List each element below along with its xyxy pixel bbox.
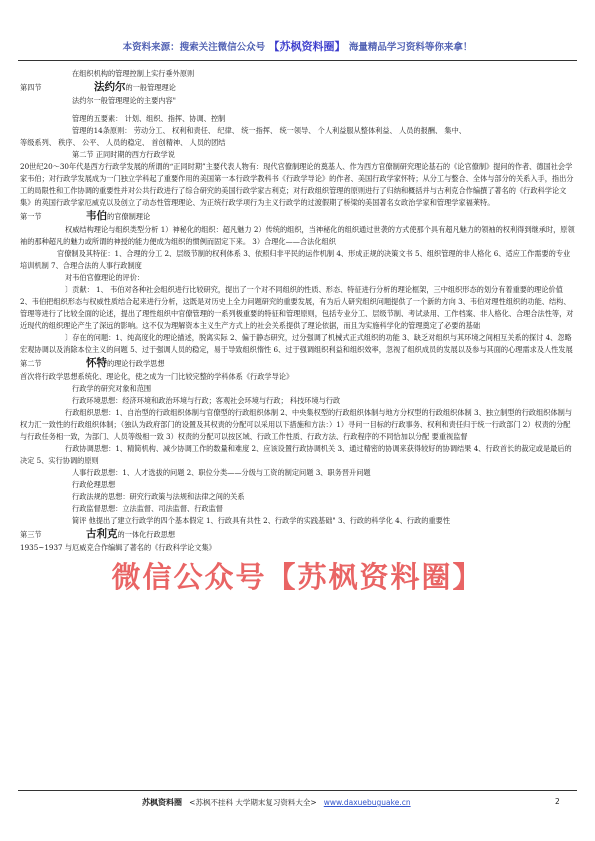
paragraph: 20世纪20～30年代是西方行政学发展的所谓的“正同时期”主要代表人物有：现代官僚制理论的奠基人、作为西方官僚制研究理论基石的《论官僚制》提问的作者、德国社会学家韦伯；对行政学发展成为一门独立学科起了重要作用的美国第一本行政学教科书《行政学导论》的作者、美国行政学家怀特；从分工与整合、全体与部分的关系入手，指出分工的局限性和工作协调的重要性并对公共行政进行了综合研究的美国行政学家古利克；对行政组织管理的原则进行了归纳和概括并与古利克合作编撰了著名的《行政科学论文集》的英国行政学家厄威克以及创立了动态性管理理论、为正统行政学项行为主义行政学的过渡假期了桥梁的美国著名女政治学家和管理学家福莱特。	[20, 162, 574, 207]
text-line: 行政环境思想：经济环境和政治环境与行政；客观社会环境与行政； 科技环境与行政	[72, 396, 341, 405]
text-line: 法约尔一般管理理论的主要内容"	[72, 96, 176, 105]
text-line: 管理的五要素： 计划、组织、指挥、协调、控制	[72, 114, 226, 123]
text-line: 行政监督思想：立法监督、司法监督、行政监督	[72, 504, 223, 513]
text-line: 管理的14条原则： 劳动分工、 权利和责任、 纪律、 统一指挥、 统一领导、 个人利益服从整体利益、 人员的报酬、 集中、	[72, 126, 466, 135]
footer-brand: 苏枫资料圈	[142, 798, 182, 807]
header-divider	[18, 60, 577, 61]
text-line: 行政伦理思想	[72, 480, 116, 489]
text-line: 简评 他提出了建立行政学的四个基本假定 1、行政具有共性 2、行政学的实践基础" 3、行政的科学化 4、行政的重要性	[72, 516, 451, 525]
text-line: 等级系列、 秩序、 公平、 人员的稳定、 首创精神、 人员的团结	[20, 138, 226, 147]
paragraph: 官僚制及其特征：1、合理的分工 2、层级节制的权利体系 3、依照归非平民的运作机制 4、形成正规的决策文书 5、组织管理的非人格化 6、适应工作需要的专业培训机制 7、合理合法的人事行政制度	[20, 249, 571, 270]
footer-text	[142, 797, 411, 808]
text-line: 行政法规的思想：研究行政策与法规和法律之间的关系	[72, 492, 245, 501]
banner-prefix: 本资料来源：搜索关注微信公众号	[122, 42, 266, 53]
document-body	[20, 68, 576, 554]
page-number: 2	[555, 797, 560, 806]
section-person: 怀特	[86, 357, 107, 369]
paragraph: 〕贡献： 1、 韦伯对各种社会组织进行比较研究，提出了一个对不同组织的性质、形态、特征进行分析的理论框架，三中组织形态的划分有着重要的理论价值 2、韦伯把组织形态与权威性质结合起来进行分析，这既是对历史上全力问题研究的重要发展，有为后人研究组织问题提供了一个新的方向 3、韦伯对理性组织的功能、结构、管理等进行了比较全面的论述，提出了理性组织中官僚管理的一系列极重要的特征和管理原则，包括专业分工、层级节制、考试录用、工作档案、非人格化、合理合法性等，对近现代的组织理论产生了深远的影响。这不仅为理解资本主义生产方式上的社会关系提供了理论依据，而且为实施科学化的管理奠定了必要的基础	[20, 285, 574, 330]
section-title: 的理论行政学思想	[107, 359, 165, 368]
footer-url-link[interactable]: www.daxuebuguake.cn	[323, 798, 411, 807]
section-title: 的官僚制理论	[107, 212, 151, 221]
section-number: 第四节	[20, 83, 42, 92]
section-number: 第二节	[20, 359, 42, 368]
banner-brand: 【苏枫资料圈】	[268, 40, 346, 53]
section-title: 的一般管理理论	[125, 83, 176, 92]
section-person: 古利克	[86, 528, 118, 540]
section-heading-gulick	[20, 527, 576, 542]
banner-suffix: 海量精品学习资料等你来拿！	[348, 42, 473, 53]
section-heading-white	[20, 356, 576, 371]
section-heading-weber	[20, 209, 576, 224]
text-line: 行政学的研究对象和范围	[72, 384, 152, 393]
section-person: 韦伯	[86, 210, 107, 222]
paragraph: 行政组织思想：1、自治型的行政组织体制与官僚型的行政组织体制 2、中央集权型的行政组织体制与地方分权型的行政组织体制 3、独立制型的行政组织体制与权力汇一致性的行政组织体制；（独认为政府部门的设置及其权责的分配可以采用以下措施和方法：）1）寻问一目标的行政事务、权利和责任归于统一行政部门 2）权责的分配与行政任务相一致，为部门、人员等级相一致 3）权责的分配可以按区域、行政工作性质、行政方法、行政程序的不同恰加以分配 要重视监督	[20, 408, 573, 441]
text-line: 1935~1937 与厄威克合作编辑了著名的《行政科学论文集》	[20, 543, 216, 552]
subsection-heading: 第二节 正同时期的西方行政学说	[72, 150, 175, 159]
section-number: 第一节	[20, 212, 42, 221]
watermark: 微信公众号【苏枫资料圈】	[111, 560, 484, 594]
section-number: 第三节	[20, 530, 42, 539]
paragraph: 权威结构理论与组织类型分析 1）神秘化的组织：超凡魅力 2）传统的组织，当神秘化的组织通过世袭的方式使那个具有超凡魅力的领袖的权利得到继承时，原领袖的那种超凡的魅力或所谓的神授的能力便成为组织的惯例而固定下来。 3）合理化——合法化组织	[20, 225, 575, 246]
section-heading-fayol	[20, 80, 576, 95]
text-line: 在组织机构的管理控制上实行垂外原则	[72, 69, 195, 78]
section-title: 的一体化行政思想	[117, 530, 176, 539]
paragraph: 行政协调思想：1、精简机构、减少协调工作的数量和难度 2、应该设置行政协调机关 3、通过精密的协调来获得较好的协调结果 4、行政首长的裁定或是最后的决定 5、实行协调的原则	[20, 444, 572, 465]
text-line: 人事行政思想：1、人才选拔的问题 2、职位分类——分级与工资的制定问题 3、职务晋升问题	[72, 468, 371, 477]
source-banner	[0, 38, 595, 54]
text-line: 首次将行政学思想系统化、理论化，使之成为一门比较完整的学科体系《行政学导论》	[20, 372, 294, 381]
text-line: 对韦伯官僚理论的评价：	[65, 273, 145, 282]
footer-divider	[18, 790, 577, 791]
footer-slogan: <苏枫不挂科 大学期末复习资料大全>	[189, 798, 317, 807]
section-person: 法约尔	[94, 81, 126, 93]
paragraph: 〕存在的问题：1、纯高度化的理论描述，脱离实际 2、偏于静态研究，过分强调了机械式正式组织的功能 3、缺乏对组织与其环境之间相互关系的探讨 4、忽略宏观协调以及消除本位主义的问题 5、过于强调人员的稳定，易于导致组织惰性 6、过于强调组织利益和组织效率，忽视了组织成员的发展以及参与其面的心理需求及人性发展	[20, 333, 573, 354]
